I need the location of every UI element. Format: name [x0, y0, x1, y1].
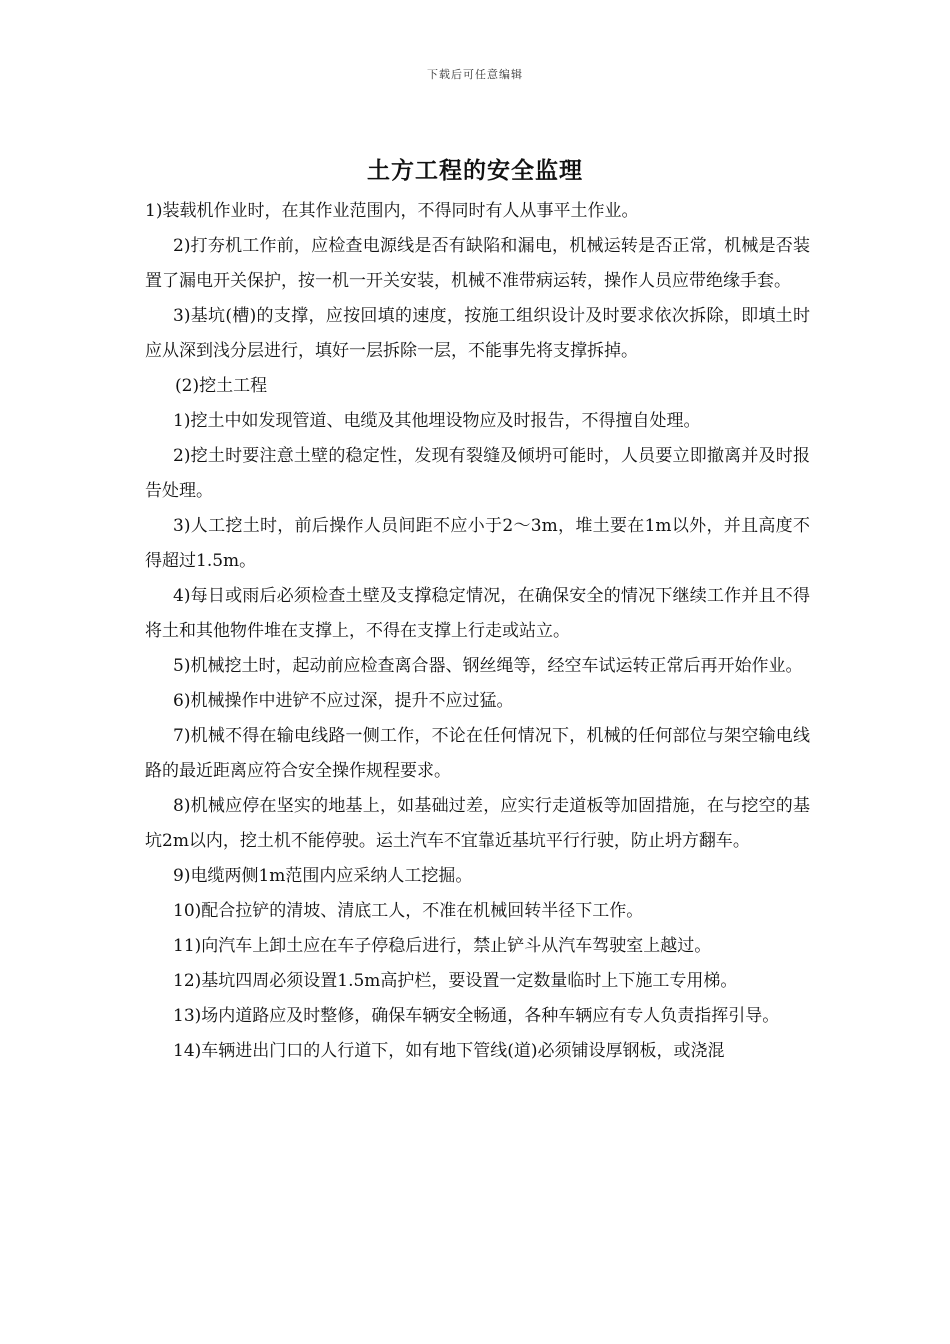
paragraph-16: 12)基坑四周必须设置1.5m高护栏，要设置一定数量临时上下施工专用梯。: [173, 971, 738, 991]
paragraph-13: 9)电缆两侧1m范围内应采纳人工挖掘。: [173, 866, 473, 886]
paragraph-2: 2)打夯机工作前，应检查电源线是否有缺陷和漏电，机械运转是否正常，机械是否装置了漏电开关保护，按一机一开关安装，机械不准带病运转，操作人员应带绝缘手套。: [145, 236, 810, 291]
paragraph-9: 5)机械挖土时，起动前应检查离合器、钢丝绳等，经空车试运转正常后再开始作业。: [173, 656, 803, 676]
paragraph-17: 13)场内道路应及时整修，确保车辆安全畅通，各种车辆应有专人负责指挥引导。: [173, 1006, 780, 1026]
paragraph-6: 2)挖土时要注意土壁的稳定性，发现有裂缝及倾坍可能时，人员要立即撤离并及时报告处理。: [145, 446, 810, 501]
paragraph-14: 10)配合拉铲的清坡、清底工人，不准在机械回转半径下工作。: [173, 901, 644, 921]
paragraph-1: 1)装载机作业时，在其作业范围内，不得同时有人从事平土作业。: [145, 201, 639, 221]
paragraph-10: 6)机械操作中进铲不应过深，提升不应过猛。: [173, 691, 514, 711]
header-note: 下载后可任意编辑: [427, 68, 523, 81]
section-heading-excavation: (2)挖土工程: [175, 376, 268, 396]
document-body: [145, 194, 810, 1069]
paragraph-12: 8)机械应停在坚实的地基上，如基础过差，应实行走道板等加固措施，在与挖空的基坑2m以内，挖土机不能停驶。运土汽车不宜靠近基坑平行行驶，防止坍方翻车。: [145, 796, 810, 851]
paragraph-7: 3)人工挖土时，前后操作人员间距不应小于2～3m，堆土要在1m以外，并且高度不得超过1.5m。: [145, 516, 810, 571]
paragraph-5: 1)挖土中如发现管道、电缆及其他埋设物应及时报告，不得擅自处理。: [173, 411, 701, 431]
paragraph-3: 3)基坑(槽)的支撑，应按回填的速度，按施工组织设计及时要求依次拆除，即填土时应从深到浅分层进行，填好一层拆除一层，不能事先将支撑拆掉。: [145, 306, 810, 361]
paragraph-11: 7)机械不得在输电线路一侧工作，不论在任何情况下，机械的任何部位与架空输电线路的最近距离应符合安全操作规程要求。: [145, 726, 810, 781]
paragraph-15: 11)向汽车上卸土应在车子停稳后进行，禁止铲斗从汽车驾驶室上越过。: [173, 936, 712, 956]
document-title: 土方工程的安全监理: [367, 157, 583, 184]
paragraph-8: 4)每日或雨后必须检查土壁及支撑稳定情况，在确保安全的情况下继续工作并且不得将土和其他物件堆在支撑上，不得在支撑上行走或站立。: [145, 586, 810, 641]
paragraph-18: 14)车辆进出门口的人行道下，如有地下管线(道)必须铺设厚钢板，或浇混: [173, 1041, 725, 1061]
